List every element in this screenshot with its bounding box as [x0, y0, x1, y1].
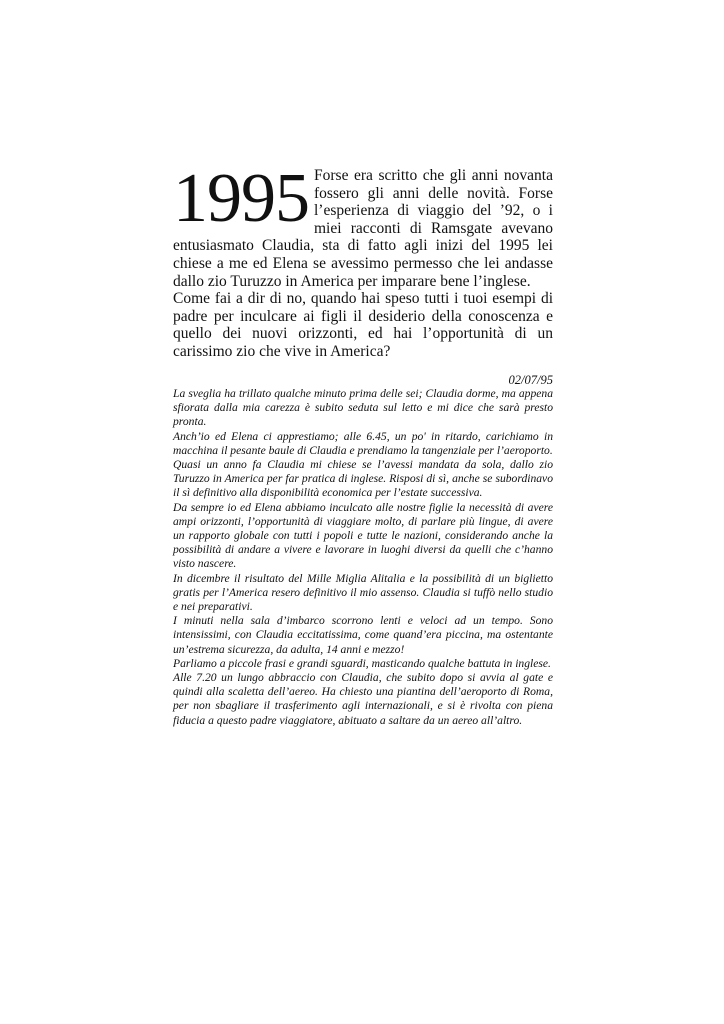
diary-paragraph: Da sempre io ed Elena abbiamo inculcato alle nostre figlie la necessità di avere ampi orizzonti, l’opportunità di viaggiare molto, di parlare più lingue, di avere un rapporto globale con tutti i popoli e tutte le nazioni, considerando anche la possibilità di andare a vivere e lavorare in luoghi diversi da quelli che c’hanno visto nascere.: [173, 500, 553, 571]
diary-paragraph: Parliamo a piccole frasi e grandi sguardi, masticando qualche battuta in inglese.: [173, 656, 551, 670]
diary-paragraph: In dicembre il risultato del Mille Miglia Alitalia e la possibilità di un biglietto gratis per l’America resero definitivo il mio assenso. Claudia si tuffò nello studio e nei preparativi.: [173, 571, 553, 614]
diary-paragraph: Anch’io ed Elena ci apprestiamo; alle 6.45, un po' in ritardo, carichiamo in macchina il pesante baule di Claudia e prendiamo la tangenziale per l’aeroporto.: [173, 429, 553, 457]
intro-paragraph-2: Come fai a dir di no, quando hai speso tutti i tuoi esempi di padre per inculcare ai figli il desiderio della conoscenza e quello dei nuovi orizzonti, ed hai l’opportunità di un carissimo zio che vive in America?: [173, 290, 553, 360]
diary-date: 02/07/95: [508, 373, 553, 387]
diary-paragraph: La sveglia ha trillato qualche minuto prima delle sei; Claudia dorme, ma appena sfiorata dalla mia carezza è subito seduta sul letto e mi dice che sarà presto pronta.: [173, 387, 553, 429]
intro-section: [173, 160, 553, 361]
diary-paragraph: I minuti nella sala d’imbarco scorrono lenti e veloci ad un tempo. Sono intensissimi, con Claudia eccitatissima, come quand’era piccina, ma ostentante un’estrema sicurezza, da adulta, 14 anni e mezzo!: [173, 614, 553, 656]
intro-paragraph-1: Forse era scritto che gli anni novanta fossero gli anni delle novità. Forse l’esperienza di viaggio del ’92, o i miei racconti di Ramsgate avevano entusiasmato Claudia, sta di fatto agli inizi del 1995 lei chiese a me ed Elena se avessimo permesso che lei andasse dallo zio Turuzzo in America per imparare bene l’inglese.: [173, 167, 553, 290]
diary-paragraph: Quasi un anno fa Claudia mi chiese se l’avessi mandata da sola, dallo zio Turuzzo in America per far pratica di inglese. Risposi di sì, anche se subordinavo il sì definitivo alla disponibilità economica per l’estate successiva.: [173, 458, 553, 500]
year-dropcap: 1995: [173, 160, 309, 237]
diary-entry: [173, 387, 553, 728]
diary-paragraph: Alle 7.20 un lungo abbraccio con Claudia, che subito dopo si avvia al gate e quindi alla scaletta dell’aereo. Ha chiesto una piantina dell’aeroporto di Roma, per non sbagliare il trasferimento agli internazionali, e si è rivolta con piena fiducia a questo padre viaggiatore, abituato a saltare da un aereo all’altro.: [173, 671, 553, 727]
